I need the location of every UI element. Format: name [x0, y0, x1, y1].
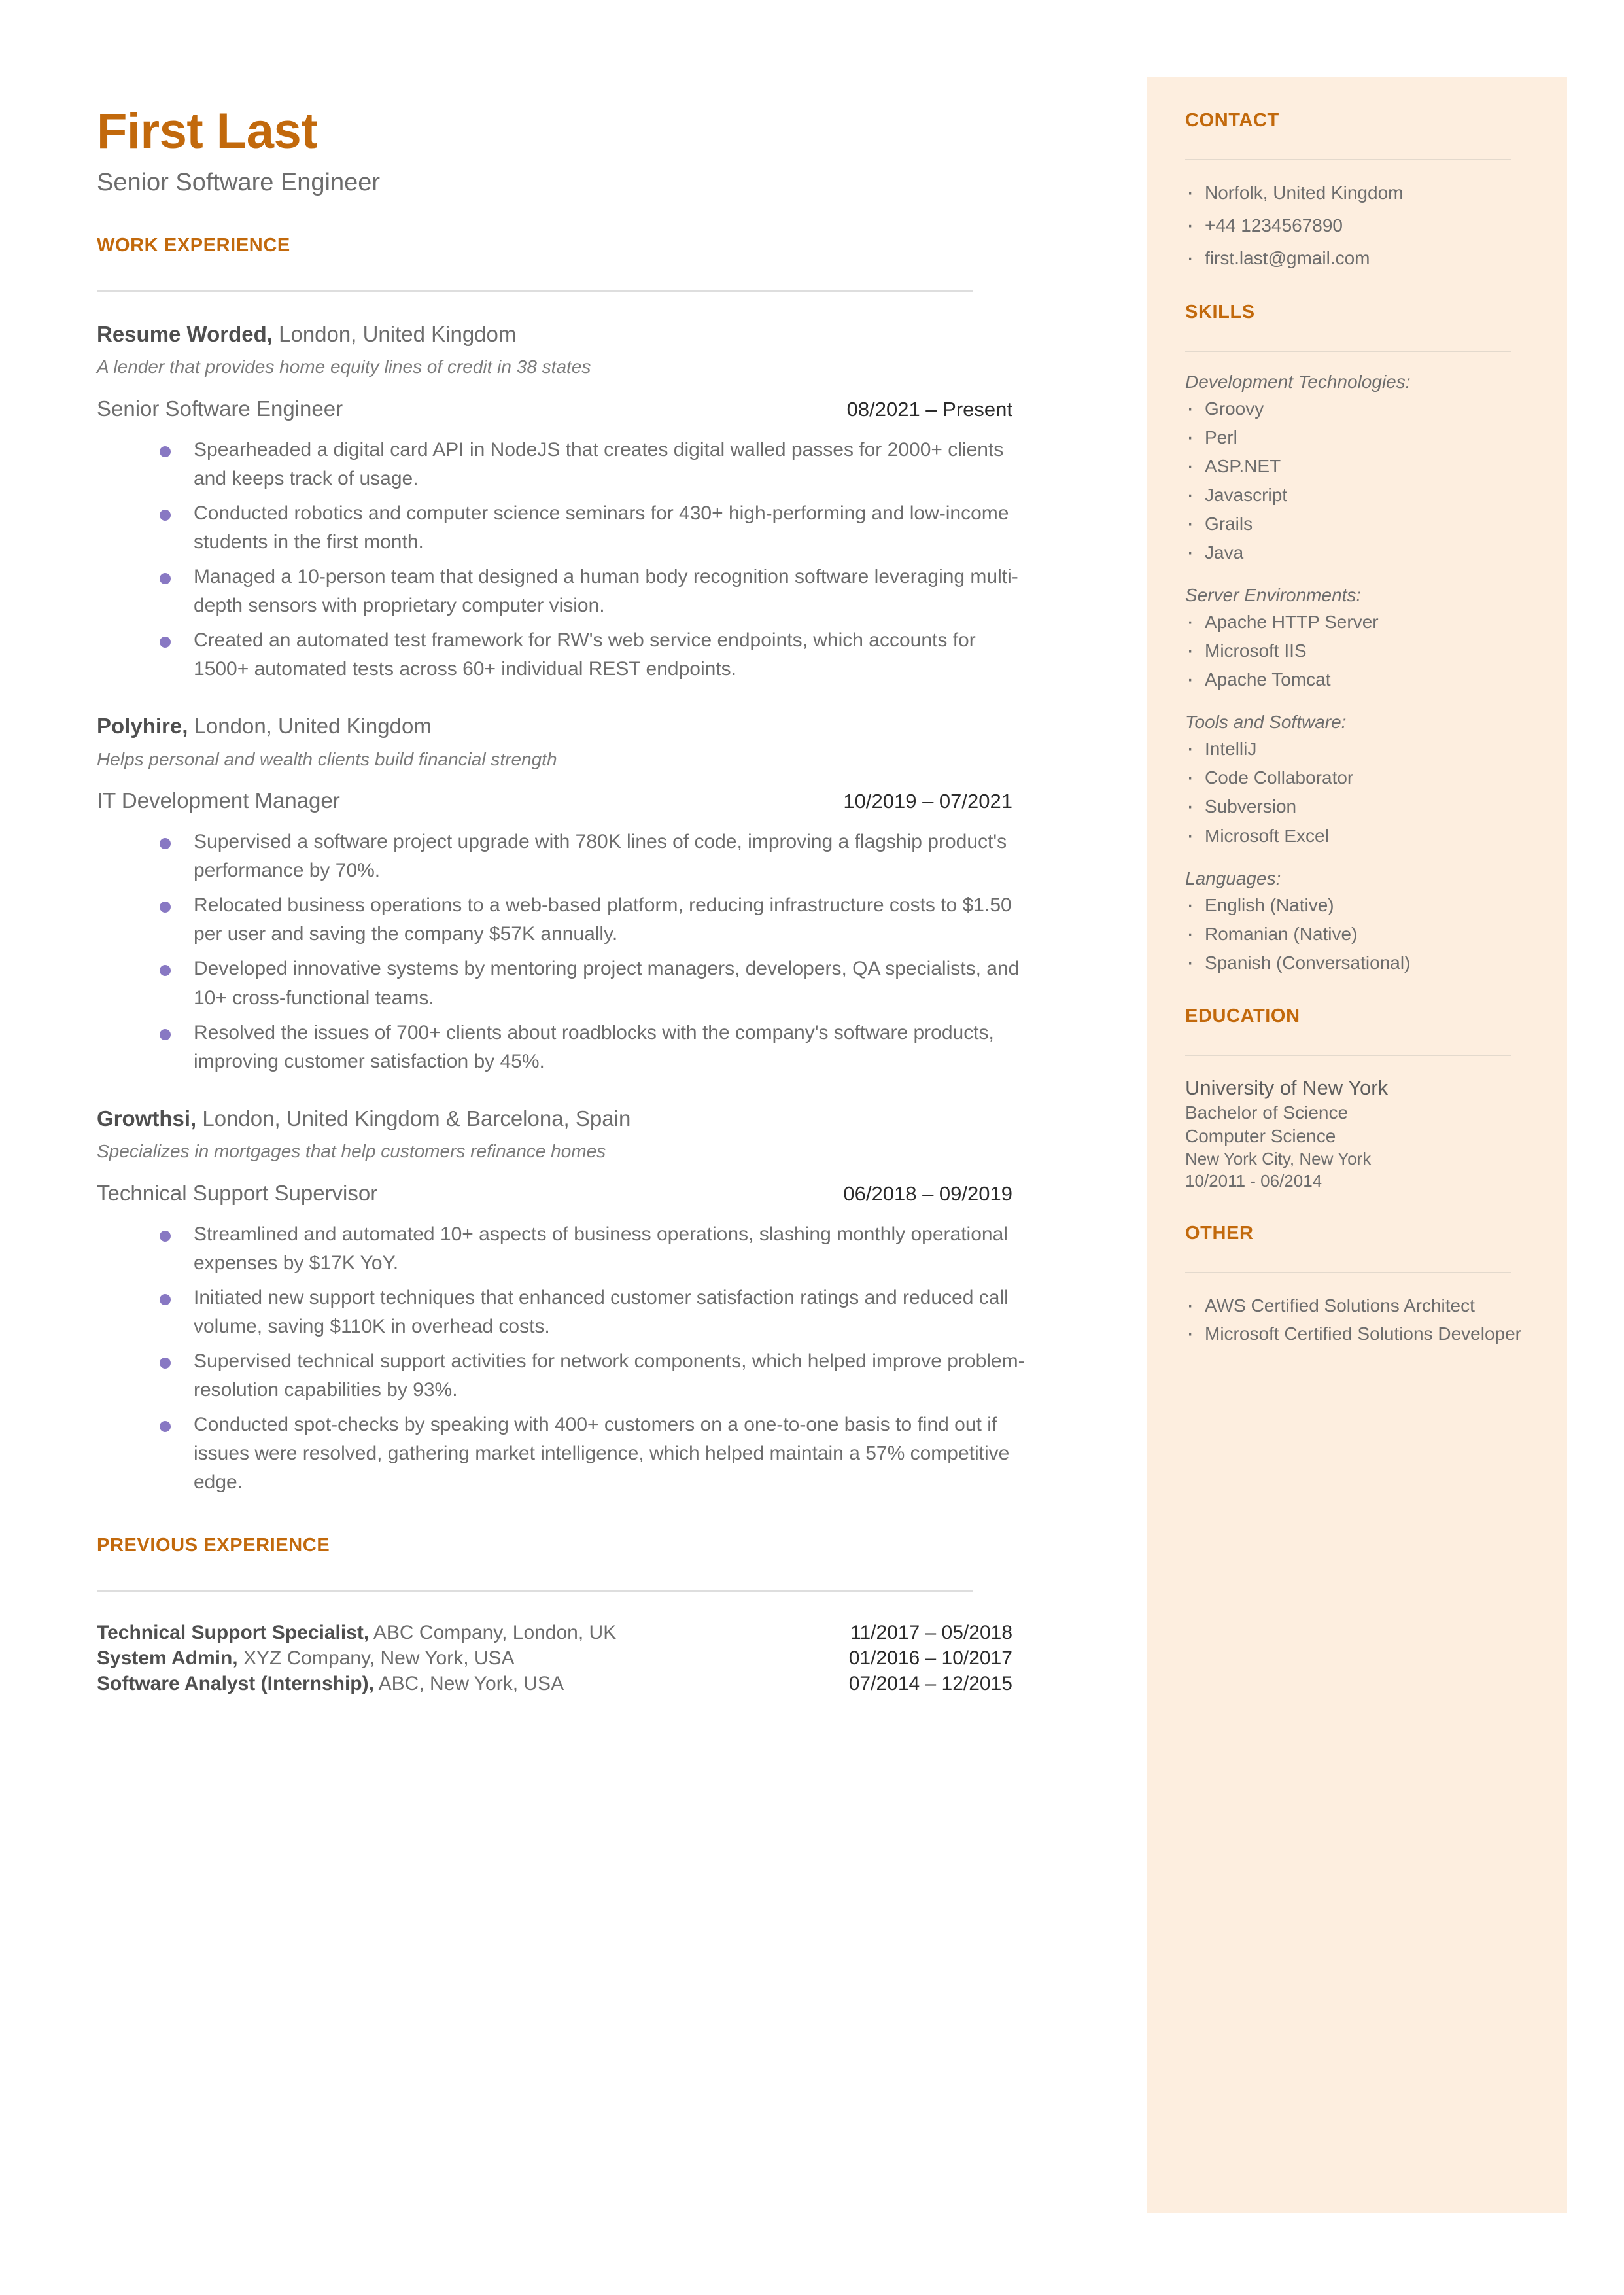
- contact-item[interactable]: · first.last@gmail.com: [1185, 245, 1532, 271]
- skill-item: · Spanish (Conversational): [1185, 951, 1532, 975]
- skill-item: · English (Native): [1185, 893, 1532, 918]
- skill-item-list: [1185, 737, 1532, 848]
- previous-experience-role: [97, 1673, 564, 1695]
- skill-item-list: [1185, 396, 1532, 565]
- job-bullet: Developed innovative systems by mentoring project managers, developers, QA specialists, and 10+ cross-functional teams.: [160, 955, 1036, 1012]
- other-item: · AWS Certified Solutions Architect: [1185, 1293, 1532, 1318]
- job-bullet: Relocated business operations to a web-based platform, reducing infrastructure costs to $1.50 per user and saving the company $57K annually.: [160, 891, 1036, 949]
- skill-group: [1185, 712, 1532, 848]
- job-bullet: Spearheaded a digital card API in NodeJS that creates digital walled passes for 2000+ clients and keeps track of usage.: [160, 436, 1036, 493]
- job-company-description: A lender that provides home equity lines of credit in 38 states: [97, 357, 591, 377]
- work-experience-list: [97, 321, 1117, 1497]
- job-company: [97, 321, 1117, 347]
- work-experience-entry: [97, 321, 1117, 684]
- job-title: Senior Software Engineer: [97, 396, 343, 421]
- sidebar-column: [1185, 110, 1532, 1349]
- job-company-name: Resume Worded,: [97, 322, 273, 347]
- previous-experience-dates: 11/2017 – 05/2018: [850, 1622, 1012, 1644]
- previous-experience-detail: ABC Company, London, UK: [369, 1622, 617, 1644]
- skill-item: · IntelliJ: [1185, 737, 1532, 762]
- job-company-name: Polyhire,: [97, 714, 188, 739]
- skill-item: · Romanian (Native): [1185, 922, 1532, 947]
- section-title-skills: SKILLS: [1185, 301, 1255, 323]
- skill-item: · Subversion: [1185, 794, 1532, 819]
- skill-group: [1185, 868, 1532, 975]
- other-list: [1185, 1293, 1532, 1346]
- previous-experience-row: [97, 1647, 1012, 1670]
- skill-item: · Java: [1185, 540, 1532, 565]
- work-experience-entry: [97, 1105, 1117, 1497]
- skill-item: · Grails: [1185, 512, 1532, 536]
- previous-experience-title: System Admin,: [97, 1647, 238, 1670]
- main-column: [97, 105, 1117, 1698]
- job-bullet: Conducted spot-checks by speaking with 400+ customers on a one-to-one basis to find out if issues were resolved, gathering market intelligence, which helped maintain a 57% competitive edge.: [160, 1410, 1036, 1497]
- job-bullet-list: [160, 1220, 1117, 1498]
- previous-experience-dates: 01/2016 – 10/2017: [848, 1647, 1012, 1670]
- job-bullet: Supervised a software project upgrade with 780K lines of code, improving a flagship product's performance by 70%.: [160, 828, 1036, 885]
- job-title: Technical Support Supervisor: [97, 1180, 378, 1205]
- job-company-description: Specializes in mortgages that help customers refinance homes: [97, 1141, 606, 1162]
- job-dates: 08/2021 – Present: [846, 397, 1012, 421]
- job-company: [97, 712, 1117, 739]
- divider-other: [1185, 1272, 1511, 1273]
- job-bullet: Conducted robotics and computer science seminars for 430+ high-performing and low-income students in the first month.: [160, 499, 1036, 557]
- other-item: · Microsoft Certified Solutions Developer: [1185, 1321, 1532, 1346]
- previous-experience-role: [97, 1622, 616, 1644]
- job-title: IT Development Manager: [97, 788, 340, 813]
- divider-contact: [1185, 159, 1511, 160]
- section-title-work-experience: WORK EXPERIENCE: [97, 235, 290, 256]
- job-company-location: London, United Kingdom: [188, 714, 432, 739]
- job-bullet-list: [160, 436, 1117, 684]
- job-bullet: Streamlined and automated 10+ aspects of business operations, slashing monthly operational expenses by $17K YoY.: [160, 1220, 1036, 1278]
- divider-skills: [1185, 351, 1511, 352]
- skills-groups: [1185, 372, 1532, 975]
- skill-item: · Apache HTTP Server: [1185, 610, 1532, 635]
- skill-group-label: Languages:: [1185, 867, 1281, 888]
- skill-item: · Microsoft IIS: [1185, 639, 1532, 663]
- skill-item: · Perl: [1185, 425, 1532, 450]
- education-block: [1185, 1006, 1532, 1193]
- skill-item: · Apache Tomcat: [1185, 667, 1532, 692]
- job-company-location: London, United Kingdom: [272, 322, 517, 347]
- skill-item-list: [1185, 893, 1532, 975]
- previous-experience-title: Software Analyst (Internship),: [97, 1673, 374, 1695]
- other-block: [1185, 1223, 1532, 1346]
- contact-block: [1185, 110, 1532, 272]
- candidate-headline: Senior Software Engineer: [97, 169, 381, 197]
- section-title-education: EDUCATION: [1185, 1005, 1300, 1026]
- work-experience-entry: [97, 712, 1117, 1076]
- job-company-description: Helps personal and wealth clients build financial strength: [97, 748, 557, 769]
- divider-education: [1185, 1055, 1511, 1056]
- education-location: New York City, New York: [1185, 1149, 1372, 1169]
- job-title-row: [97, 1181, 1012, 1206]
- job-title-row: [97, 396, 1012, 421]
- skill-item: · Javascript: [1185, 483, 1532, 508]
- job-dates: 10/2019 – 07/2021: [843, 790, 1012, 813]
- section-title-previous-experience: PREVIOUS EXPERIENCE: [97, 1535, 330, 1556]
- job-bullet: Resolved the issues of 700+ clients about roadblocks with the company's software products, improving customer satisfaction by 45%.: [160, 1019, 1036, 1076]
- divider-work-experience: [97, 290, 973, 292]
- contact-item[interactable]: · Norfolk, United Kingdom: [1185, 180, 1532, 205]
- section-title-other: OTHER: [1185, 1222, 1254, 1244]
- contact-item[interactable]: · +44 1234567890: [1185, 213, 1532, 238]
- education-degree: Bachelor of Science: [1185, 1102, 1349, 1123]
- job-bullet: Managed a 10-person team that designed a human body recognition software leveraging multi-depth sensors with proprietary computer vision.: [160, 563, 1036, 620]
- previous-experience-dates: 07/2014 – 12/2015: [848, 1673, 1012, 1695]
- skills-block: [1185, 302, 1532, 975]
- skill-group: [1185, 585, 1532, 692]
- job-bullet: Supervised technical support activities for network components, which helped improve problem-resolution capabilities by 93%.: [160, 1347, 1036, 1405]
- skill-item: · ASP.NET: [1185, 454, 1532, 479]
- skill-item: · Code Collaborator: [1185, 765, 1532, 790]
- job-title-row: [97, 788, 1012, 813]
- skill-item-list: [1185, 610, 1532, 692]
- education-school: University of New York: [1185, 1076, 1389, 1099]
- section-title-contact: CONTACT: [1185, 110, 1279, 131]
- job-dates: 06/2018 – 09/2019: [843, 1182, 1012, 1205]
- previous-experience-detail: XYZ Company, New York, USA: [237, 1647, 515, 1670]
- previous-experience-role: [97, 1647, 515, 1670]
- previous-experience-list: [97, 1622, 1117, 1695]
- skill-group: [1185, 372, 1532, 565]
- previous-experience-row: [97, 1622, 1012, 1644]
- divider-previous-experience: [97, 1590, 973, 1592]
- skill-item: · Groovy: [1185, 396, 1532, 421]
- skill-group-label: Development Technologies:: [1185, 371, 1411, 392]
- skill-item: · Microsoft Excel: [1185, 824, 1532, 849]
- job-bullet: Initiated new support techniques that enhanced customer satisfaction ratings and reduced call volume, saving $110K in overhead costs.: [160, 1284, 1036, 1341]
- education-field: Computer Science: [1185, 1125, 1336, 1146]
- contact-list: [1185, 180, 1532, 272]
- job-company-location: London, United Kingdom & Barcelona, Spain: [196, 1106, 631, 1130]
- previous-experience-row: [97, 1673, 1012, 1695]
- job-company-name: Growthsi,: [97, 1106, 197, 1130]
- previous-experience-title: Technical Support Specialist,: [97, 1622, 370, 1644]
- skill-group-label: Tools and Software:: [1185, 712, 1347, 733]
- job-company: [97, 1105, 1117, 1132]
- job-bullet: Created an automated test framework for RW's web service endpoints, which accounts for 1500+ automated tests across 60+ individual REST endpoints.: [160, 626, 1036, 684]
- previous-experience-detail: ABC, New York, USA: [373, 1673, 564, 1695]
- skill-group-label: Server Environments:: [1185, 585, 1362, 606]
- education-entry: [1185, 1076, 1532, 1193]
- education-dates: 10/2011 - 06/2014: [1185, 1171, 1322, 1191]
- candidate-name: First Last: [97, 103, 318, 159]
- job-bullet-list: [160, 828, 1117, 1076]
